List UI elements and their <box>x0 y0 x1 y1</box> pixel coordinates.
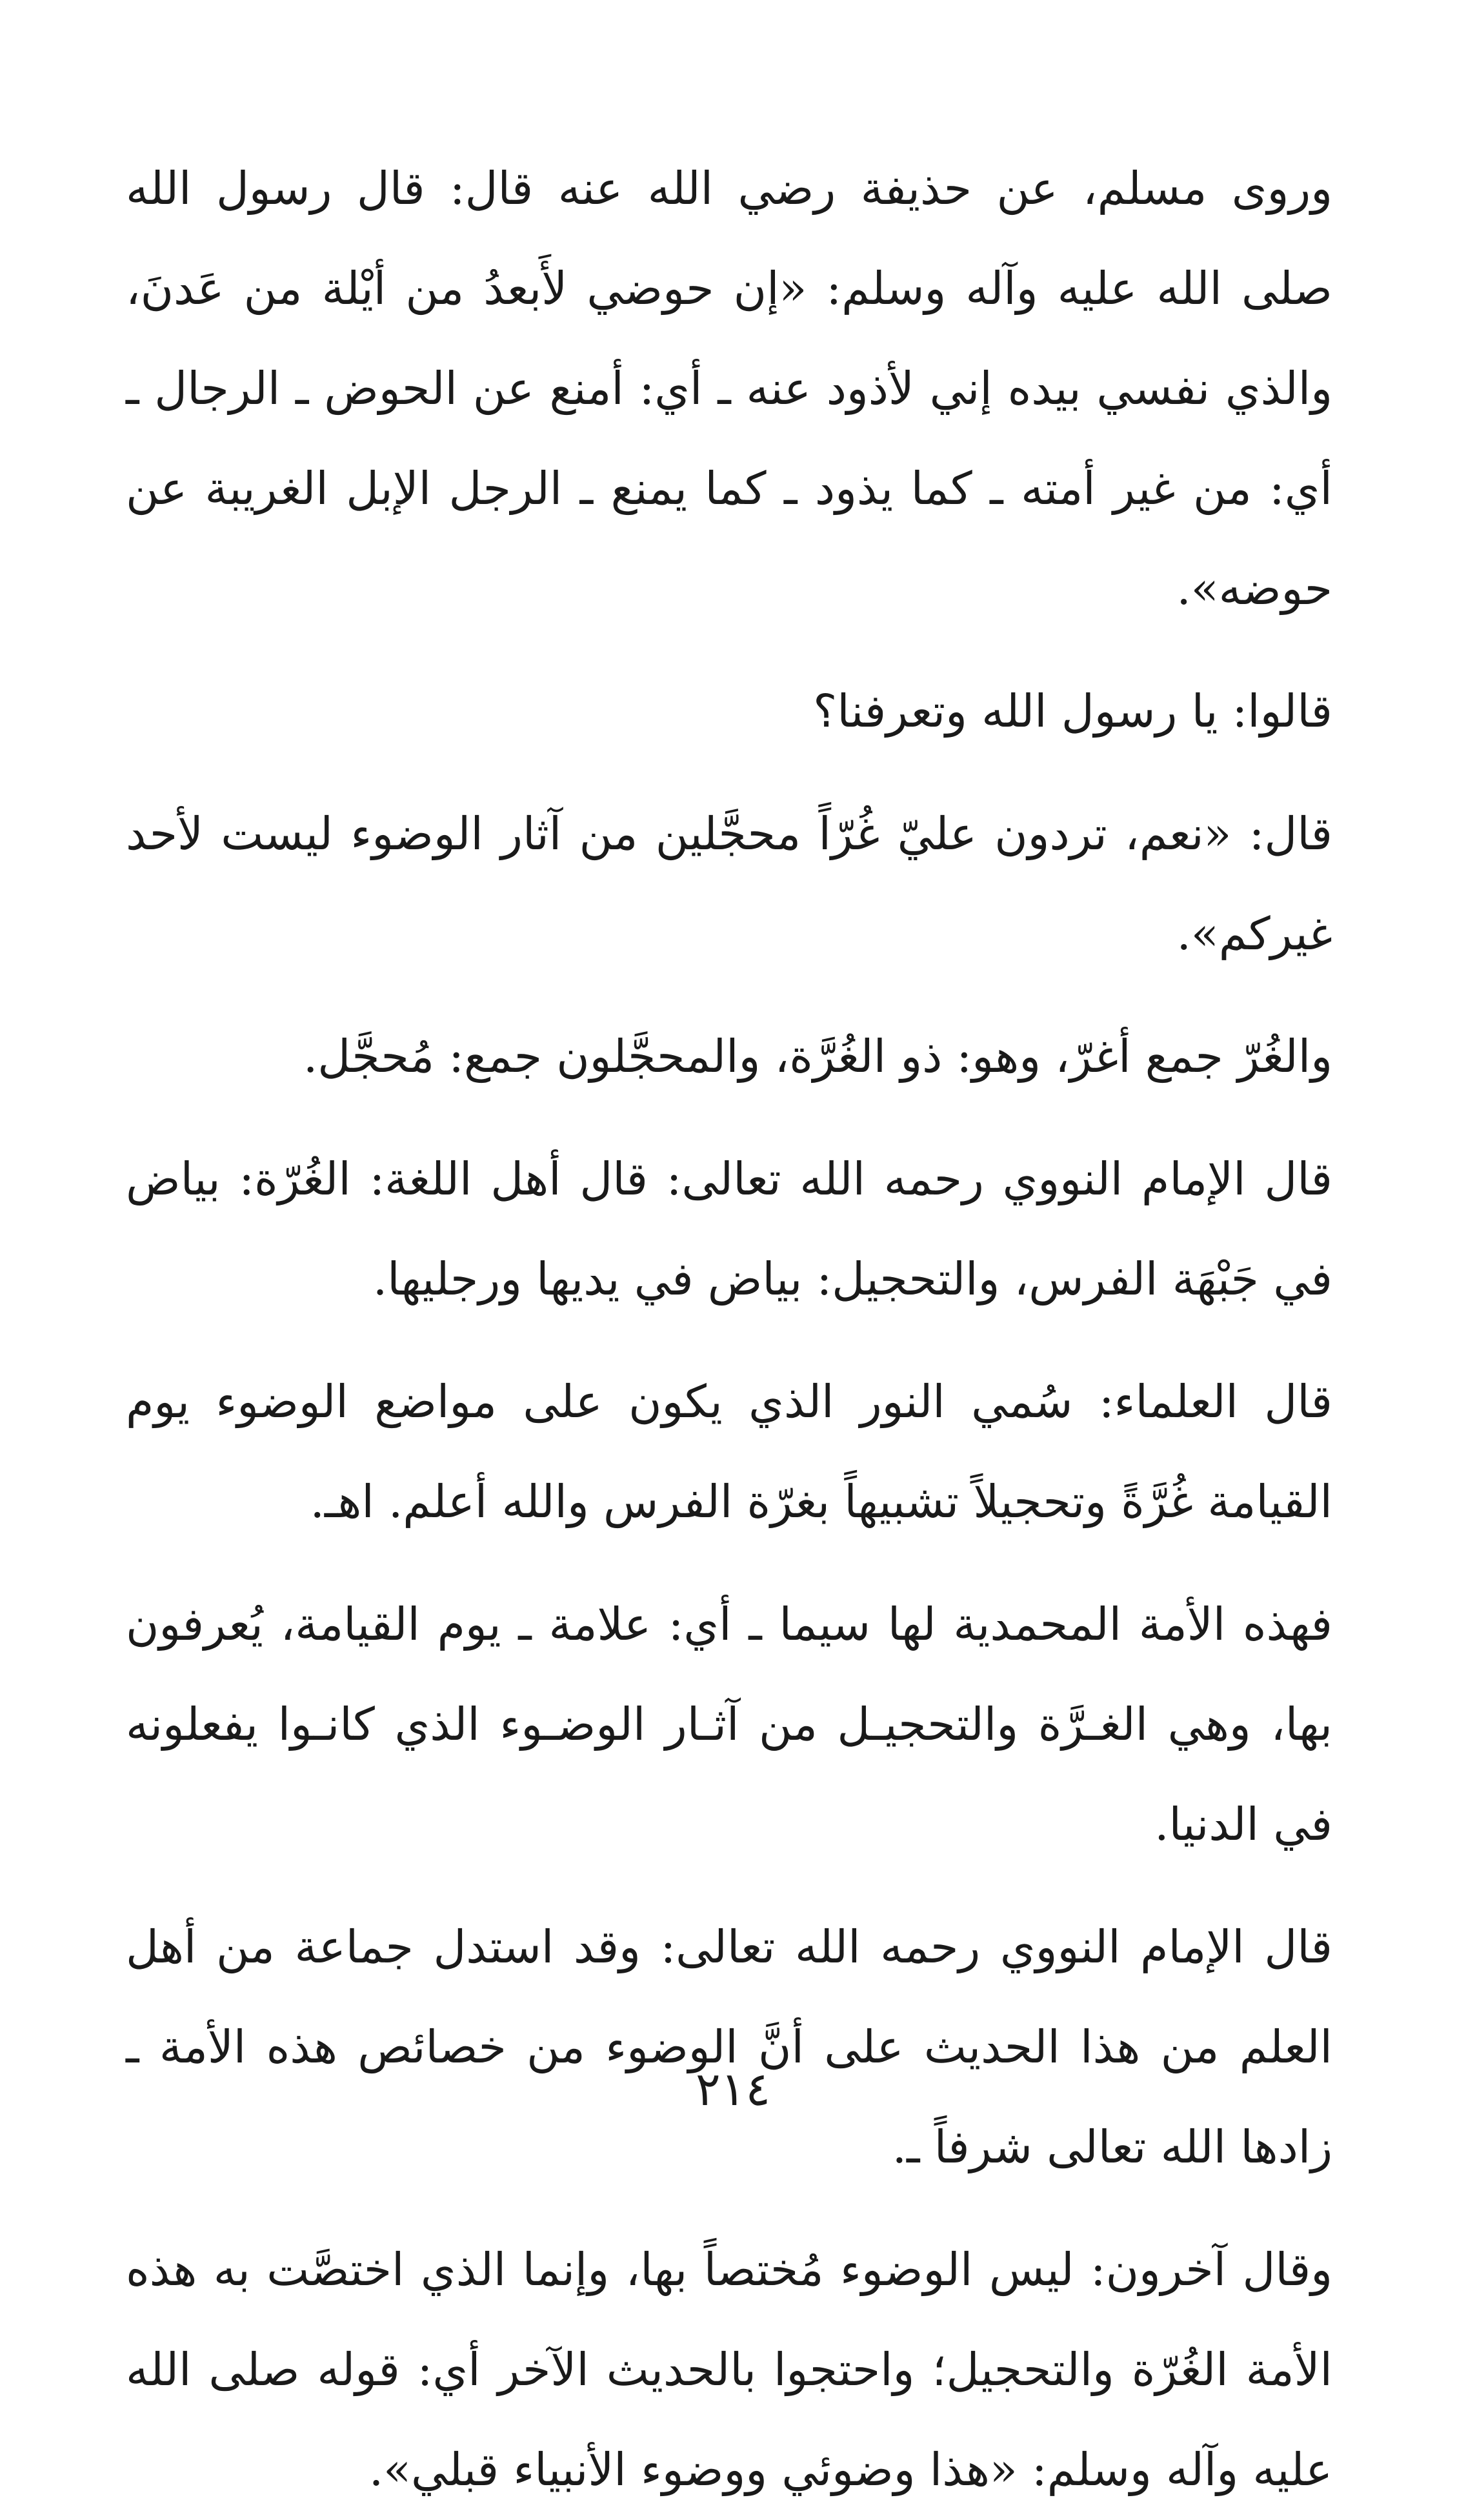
paragraph-ulama: قال العلماء: سُمي النور الذي يكون على مواضع الوضوء يوم القيامة غُرَّةً وتحجيلاً تشبيهاً بغرّة الفرس والله أعلم. اهـ. <box>126 1375 1332 1528</box>
paragraph-question: قالوا: يا رسول الله وتعرفنا؟ <box>813 685 1332 738</box>
paragraph-answer: قال: «نعم، تردون عليّ غُرّاً محجَّلين من آثار الوضوء ليست لأحد غيركم». <box>126 807 1332 960</box>
paragraph-definition: والغُرّ جمع أغرّ، وهو: ذو الغُرَّة، والمحجَّلون جمع: مُحجَّل. <box>303 1030 1332 1083</box>
paragraph-akharun: وقال آخرون: ليس الوضوء مُختصاً بها، وإنما الذي اختصَّت به هذه الأمة الغُرّة والتحجيل؛ واحتجوا بالحديث الآخر أي: قوله صلى الله عليه وآله وسلم: «هذا وضوئي ووضوء الأنبياء قبلي». <box>126 2243 1332 2496</box>
paragraph-hadith-hawd: وروى مسلم، عن حذيفة رضي الله عنه قال: قال رسول الله صلى الله عليه وآله وسلم: «إن حوضي لأَبعدُ من أيْلة من عَدنَ، والذي نفسي بيده إني لأذود عنه ـ أي: أمنع عن الحوض ـ الرجال ـ أي: من غير أمته ـ كما يذود ـ كما يمنع ـ الرجل الإبل الغريبة عن حوضه». <box>126 162 1332 615</box>
paragraph-nawawi-wudu: قال الإمام النووي رحمه الله تعالى: وقد استدل جماعة من أهل العلم من هذا الحديث على أنَّ الوضوء من خصائص هذه الأمة ـ زادها الله تعالى شرفاً ـ. <box>126 1920 1332 2173</box>
paragraph-nawawi-lugha: قال الإمام النووي رحمه الله تعالى: قال أهل اللغة: الغُرّة: بياض في جَبْهَة الفرس، والتحجيل: بياض في يديها ورجليها. <box>126 1153 1332 1305</box>
page-number: ٢١٤ <box>695 2062 770 2116</box>
paragraph-umma-sima: فهذه الأمة المحمدية لها سيما ـ أي: علامة ـ يوم القيامة، يُعرفون بها، وهي الغـرَّة والتحجيـل من آثـار الوضـوء الذي كانـوا يفعلونه في الدنيا. <box>126 1598 1332 1851</box>
page-body-text <box>126 139 1332 2520</box>
